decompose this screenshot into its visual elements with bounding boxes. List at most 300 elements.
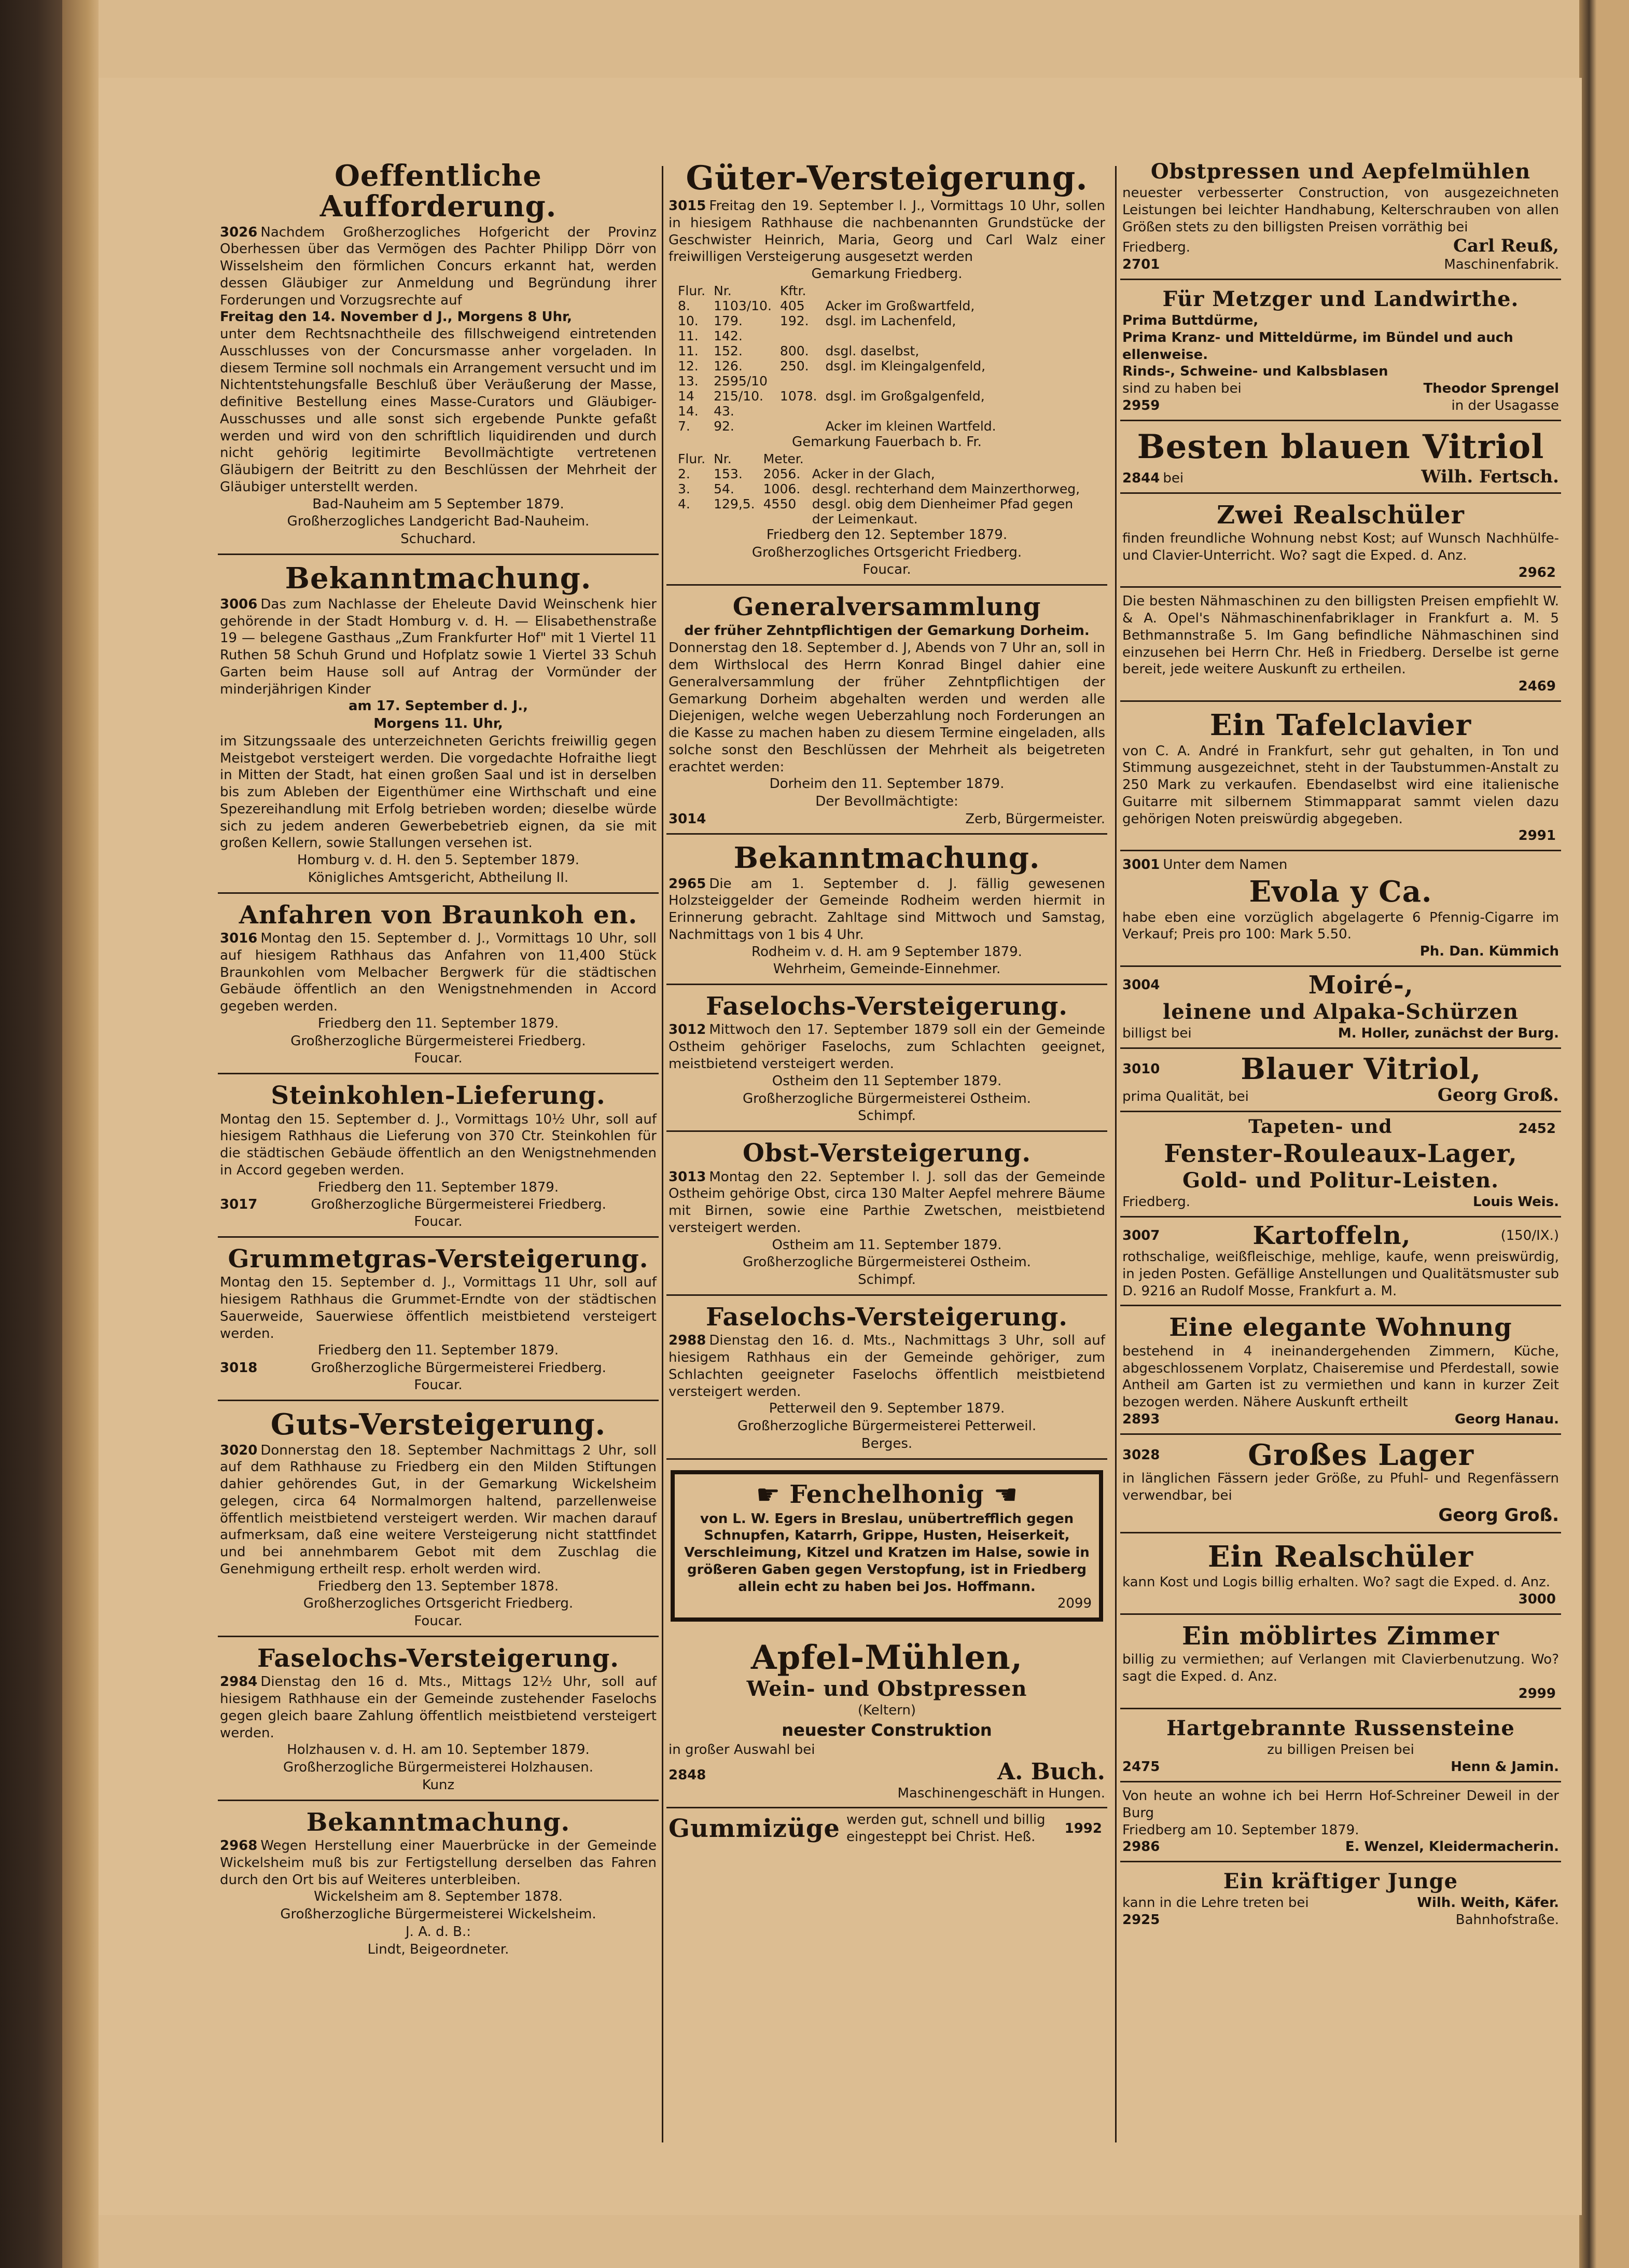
ad-signer: Foucar. xyxy=(414,1377,463,1393)
ad-number: 3028 xyxy=(1122,1447,1160,1463)
ad-signer: Wehrheim, Gemeinde-Einnehmer. xyxy=(773,961,1001,977)
ad-date: Morgens 11. Uhr, xyxy=(373,716,503,732)
ad-block xyxy=(1120,1309,1561,1434)
ad-firm: Carl Reuß, xyxy=(1453,236,1559,257)
ad-title: Bekanntmachung. xyxy=(306,1807,570,1837)
ad-signer: Zerb, Bürgermeister. xyxy=(965,811,1105,827)
ad-line: Rinds-, Schweine- und Kalbsblasen xyxy=(1122,364,1388,380)
ad-firm-sub: in der Usagasse xyxy=(1451,397,1559,413)
ad-place: Petterweil den 9. September 1879. xyxy=(769,1401,1005,1417)
column-header: Flur. xyxy=(678,451,706,466)
ad-title: Moiré-, xyxy=(1308,970,1414,1000)
ad-text: kann in die Lehre treten bei xyxy=(1122,1895,1309,1911)
ad-signer: Schimpf. xyxy=(858,1108,916,1124)
ad-text: Unter dem Namen xyxy=(1163,857,1288,873)
ad-title: Ein möblirtes Zimmer xyxy=(1182,1621,1499,1651)
ad-number: 3013 xyxy=(669,1169,706,1185)
column-rule xyxy=(662,166,663,2142)
ad-block xyxy=(666,1635,1107,1808)
ad-title: Bekanntmachung. xyxy=(285,561,592,596)
cell: 2595/10 xyxy=(714,373,768,389)
ad-text: rothschalige, weißfleischige, mehlige, kaufe, wenn preiswürdig, in jeden Posten. Gefällige Anstellungen und Qualitätsmuster sub D. 9216 an Rudolf Mosse, Frankfurt a. M. xyxy=(1122,1249,1559,1299)
ad-subtitle: Gold- und Politur-Leisten. xyxy=(1182,1168,1499,1193)
column-header: Meter. xyxy=(763,451,804,466)
pointing-hand-icon: ☚ xyxy=(993,1479,1018,1511)
ad-number: 3017 xyxy=(220,1197,258,1213)
ad-title: Ein Realschüler xyxy=(1207,1539,1474,1574)
cell: Acker im kleinen Wartfeld. xyxy=(825,418,996,434)
ad-text: unter dem Rechtsnachtheile des fillschweigend eintretenden Ausschlusses von der Concursmasse anher vorgeladen. In diesem Termine soll nochmals ein Arrangement versucht und im Nichtentstehungsfalle Beschluß über Veräußerung der Masse, definitive Bestellung eines Masse-Curators und Gläubiger-Ausschusses und alle sonst sich ergebende Punkte gefaßt werden und wird von den schriftlich liquidirenden und durch nicht gehörig legitimirte Bevollmächtigte vertretenen Gläubigern der Beitritt zu den Beschlüssen der Mehrheit der Gläubiger unterstellt werden. xyxy=(220,326,657,495)
ad-authority: Königliches Amtsgericht, Abtheilung II. xyxy=(308,869,569,886)
cell: 1103/10. xyxy=(714,298,772,313)
ad-firm: Georg Groß. xyxy=(1438,1504,1559,1526)
ad-firm-sub: Bahnhofstraße. xyxy=(1455,1912,1559,1928)
ad-title: Besten blauen Vitriol xyxy=(1137,427,1544,466)
ad-title-row xyxy=(1122,972,1559,998)
ad-title: Faselochs-Versteigerung. xyxy=(705,1302,1068,1332)
ad-text: Das zum Nachlasse der Eheleute David Weinschenk hier gehörende in der Stadt Homburg v. d. H. — Elisabethenstraße 19 — belegene Gasthaus „Zum Frankfurter Hof" mit 1 Viertel 11 Ruthen 58 Schuh Grund und Hofplatz sowie 1 Viertel 33 Schuh Garten beim Hause soll auf Antrag der Vormünder der minderjährigen Kinder xyxy=(220,596,657,697)
ad-block xyxy=(218,1077,659,1238)
cell xyxy=(776,328,822,343)
cell xyxy=(776,419,822,434)
ad-block xyxy=(218,897,659,1075)
ad-text: in länglichen Fässern jeder Größe, zu Pfuhl- und Regenfässern verwendbar, bei xyxy=(1122,1471,1559,1504)
ad-number: 2986 xyxy=(1122,1839,1160,1855)
ad-footer xyxy=(669,811,1105,828)
ad-footer xyxy=(1122,1194,1559,1211)
ad-number: 2959 xyxy=(1122,397,1160,413)
ad-text: billig zu vermiethen; auf Verlangen mit Clavierbenutzung. Wo? sagt die Exped. d. Anz. xyxy=(1122,1652,1559,1685)
ad-footer xyxy=(1122,1838,1559,1856)
ad-firm: Louis Weis. xyxy=(1472,1194,1559,1210)
ad-firm: Theodor Sprengel xyxy=(1423,381,1559,396)
cell: dsgl. im Lachenfeld, xyxy=(825,313,956,328)
cell: Acker im Großwartfeld, xyxy=(825,298,975,313)
ad-text: in großer Auswahl bei xyxy=(669,1741,815,1758)
ad-text: Montag den 15. September d. J., Vormittags 10 Uhr, soll auf hiesigem Rathhaus das Anfahren von 11,400 Stück Braunkohlen vom Melbacher Bergwerk für die städtischen Gebäude öffentlich an den Wenigstnehmenden in Accord gegeben werden. xyxy=(220,931,657,1015)
ad-body xyxy=(220,930,657,1015)
ad-firm-sub: Maschinenfabrik. xyxy=(1444,257,1559,273)
ad-line: Prima Buttdürme, xyxy=(1122,313,1259,328)
parcel-table xyxy=(674,451,1100,527)
cell xyxy=(776,374,822,389)
ad-text: kann Kost und Logis billig erhalten. Wo? sagt die Exped. d. Anz. xyxy=(1122,1574,1550,1591)
ad-firm: E. Wenzel, Kleidermacherin. xyxy=(1345,1839,1559,1855)
ad-body xyxy=(220,596,657,698)
ad-place: Friedberg den 13. September 1878. xyxy=(317,1578,559,1594)
ad-signer: Berges. xyxy=(861,1435,913,1451)
ad-block xyxy=(1120,156,1561,280)
ad-place: Ostheim den 11 September 1879. xyxy=(772,1073,1002,1089)
ad-title: Gummizüge xyxy=(669,1814,840,1843)
ad-title: Eine elegante Wohnung xyxy=(1169,1313,1512,1343)
ad-title: Zwei Realschüler xyxy=(1217,500,1465,530)
ad-body xyxy=(220,1837,657,1888)
ad-signer: Lindt, Beigeordneter. xyxy=(367,1941,509,1957)
ad-firm-sub: Maschinengeschäft in Hungen. xyxy=(897,1785,1105,1801)
table-row xyxy=(674,389,1000,404)
ad-place: Rodheim v. d. H. am 9 September 1879. xyxy=(751,944,1022,960)
table-header-row xyxy=(674,283,1000,298)
ad-number: 2988 xyxy=(669,1333,706,1349)
ad-block xyxy=(218,1241,659,1401)
cell xyxy=(776,404,822,419)
ad-block xyxy=(1120,1115,1561,1218)
ad-body xyxy=(220,1442,657,1578)
cell: 11. xyxy=(678,328,699,343)
ad-block xyxy=(666,156,1107,586)
ad-signer: Schuchard. xyxy=(400,531,476,547)
ad-place: Friedberg am 10. September 1879. xyxy=(1122,1822,1359,1838)
cell: 192. xyxy=(779,313,809,328)
column-header: Nr. xyxy=(714,451,732,466)
cell: 142. xyxy=(714,328,743,343)
ad-block xyxy=(1120,1712,1561,1783)
table-row xyxy=(674,404,1000,419)
cell: Acker in der Glach, xyxy=(812,466,935,481)
ad-title: Evola y Ca. xyxy=(1249,874,1432,909)
ad-title: Für Metzger und Landwirthe. xyxy=(1162,287,1519,311)
cell: 13. xyxy=(678,373,699,389)
page-edge-right xyxy=(1579,0,1629,2268)
ad-place: Dorheim den 11. September 1879. xyxy=(769,776,1005,792)
cell: 43. xyxy=(714,403,734,419)
cell: 2056. xyxy=(763,466,801,481)
ad-number: 2452 xyxy=(1518,1121,1556,1137)
column-header: Kftr. xyxy=(779,283,806,298)
ad-place: Friedberg. xyxy=(1122,1194,1190,1210)
cell: 2. xyxy=(678,466,690,481)
ad-number: 3014 xyxy=(669,811,706,827)
ad-text: von C. A. André in Frankfurt, sehr gut gehalten, in Ton und Stimmung ausgezeichnet, steht in der Taubstummen-Anstalt zu 250 Mark zu verkaufen. Ebendaselbst wird eine italienische Guitarre mit silbernem Stimmapparat sammt vielen dazu gehörigen Noten preiswürdig abgegeben. xyxy=(1122,743,1559,827)
ad-firm: Georg Hanau. xyxy=(1454,1411,1559,1427)
ad-block xyxy=(1120,1537,1561,1615)
cell: dsgl. daselbst, xyxy=(825,343,920,358)
ad-text: Donnerstag den 18. September Nachmittags 2 Uhr, soll auf dem Rathhause zu Friedberg ein den Milden Stiftungen dahier gehörendes Gut, in der Gemarkung Wickelsheim gelegen, circa 64 Normalmorgen haltend, parzellenweise öffentlich meistbietend versteigert werden. Wir machen darauf aufmerksam, daß eine weitere Versteigerung nicht stattfindet und bei annehmbarem Gebot mit dem Zuschlag die Genehmigung ertheilt resp. erholt werden wird. xyxy=(220,1442,657,1577)
ad-authority: Großherzogliche Bürgermeisterei Friedberg. xyxy=(311,1197,606,1213)
table-row xyxy=(674,328,1000,343)
ad-text: werden gut, schnell und billig eingesteppt bei Christ. Heß. xyxy=(846,1812,1046,1845)
cell: 1078. xyxy=(779,388,817,404)
ad-footer xyxy=(1122,380,1559,397)
ad-block xyxy=(218,1804,659,1964)
ad-footer xyxy=(1122,1894,1559,1912)
table-row xyxy=(674,466,1100,481)
table-header-row xyxy=(674,451,1100,466)
ad-footer xyxy=(1122,466,1559,487)
table-row xyxy=(674,343,1000,358)
ad-footer xyxy=(220,1360,657,1377)
column-header: Nr. xyxy=(714,283,732,298)
ad-authority: Großherzogliche Bürgermeisterei Ostheim. xyxy=(743,1254,1031,1270)
ad-firm: M. Holler, zunächst der Burg. xyxy=(1338,1026,1559,1042)
ad-text: habe eben eine vorzüglich abgelagerte 6 Pfennig-Cigarre im Verkauf; Preis pro 100: Mark 5.50. xyxy=(1122,909,1559,943)
cell: 800. xyxy=(779,343,809,358)
ad-number: 3000 xyxy=(1518,1592,1556,1608)
ad-number: 3001 xyxy=(1122,857,1160,873)
ad-line: sind zu haben bei xyxy=(1122,381,1242,396)
cell: 126. xyxy=(714,358,743,374)
ad-text: Donnerstag den 18. September d. J, Abends von 7 Uhr an, soll in dem Wirthslocal des Herrn Konrad Bingel dahier eine Generalversammlung der früher Zehntpflichtigen der Gemarkung Dorheim abgehalten werden und werden alle Diejenigen, welche wegen Ueberzahlung noch Forderungen an die Kasse zu machen haben zu diesem Termine eingeladen, alls solche sonst den Beschlüssen der Mehrheit als beigetreten erachtet werden: xyxy=(669,640,1105,775)
ad-signer: Foucar. xyxy=(414,1050,463,1067)
ad-number: 3026 xyxy=(220,224,258,240)
ad-footer xyxy=(1122,236,1559,256)
ad-firm: A. Buch. xyxy=(997,1758,1105,1785)
ad-title: Anfahren von Braunkoh en. xyxy=(239,900,638,930)
cell: dsgl. im Großgalgenfeld, xyxy=(825,388,985,404)
ad-title: Blauer Vitriol, xyxy=(1241,1052,1482,1087)
ad-text: Wegen Herstellung einer Mauerbrücke in der Gemeinde Wickelsheim muß bis zur Fertigstellung derselben das Fahren durch den Ort bis auf Weiteres unterbleiben. xyxy=(220,1838,657,1888)
ad-number: 2475 xyxy=(1122,1759,1160,1775)
ad-authority: Großherzogliches Landgericht Bad-Nauheim. xyxy=(287,514,590,530)
ad-footer xyxy=(1122,1411,1559,1428)
ad-body xyxy=(220,224,657,309)
ad-block xyxy=(1120,1221,1561,1307)
ad-title: leinene und Alpaka-Schürzen xyxy=(1163,1000,1519,1025)
ad-firm: Wilh. Fertsch. xyxy=(1421,466,1559,487)
ad-number: 2991 xyxy=(1518,828,1556,844)
ad-role: Der Bevollmächtigte: xyxy=(815,794,958,810)
ad-block xyxy=(1120,1786,1561,1862)
ad-title-row xyxy=(1122,1117,1559,1138)
ad-block xyxy=(1120,854,1561,967)
ad-code: (150/IX.) xyxy=(1500,1227,1559,1243)
ad-block xyxy=(1120,591,1561,702)
ad-text: Von heute an wohne ich bei Herrn Hof-Schreiner Deweil in der Burg xyxy=(1122,1788,1559,1821)
ad-block xyxy=(1120,705,1561,851)
ad-block xyxy=(666,589,1107,835)
ad-footer xyxy=(1122,1085,1559,1105)
ad-number: 3006 xyxy=(220,596,258,612)
framed-ad xyxy=(671,1470,1103,1622)
ad-number: 2893 xyxy=(1122,1411,1160,1427)
ad-text: finden freundliche Wohnung nebst Kost; auf Wunsch Nachhülfe- und Clavier-Unterricht. Wo? sagt die Exped. d. Anz. xyxy=(1122,531,1559,563)
ad-signer: Foucar. xyxy=(862,562,911,578)
ad-title: Kartoffeln, xyxy=(1252,1221,1411,1250)
ad-title: Faselochs-Versteigerung. xyxy=(705,992,1068,1021)
pointing-hand-icon: ☛ xyxy=(756,1479,781,1511)
ad-firm: Ph. Dan. Kümmich xyxy=(1419,944,1559,960)
cell: 1006. xyxy=(763,481,801,496)
ad-signer: Foucar. xyxy=(414,1214,463,1230)
ad-authority: Großherzogliche Bürgermeisterei Ostheim. xyxy=(743,1090,1031,1107)
ad-footer xyxy=(669,1759,1105,1785)
column-1 xyxy=(218,156,659,2148)
ad-text: Nachdem Großherzogliches Hofgericht der Provinz Oberhessen über das Vermögen des Pachter Philipp Dörr von Wisselsheim den förmlichen Concurs erkannt hat, werden dessen Gläubiger zur Anmeldung und Begründung ihrer Forderungen und Vorzugsrechte auf xyxy=(220,224,657,308)
cell: 92. xyxy=(714,418,734,434)
ad-text: Montag den 15. September d. J., Vormittags 10½ Uhr, soll auf hiesigem Rathhaus die Lieferung von 370 Ctr. Steinkohlen für die städtischen Gebäude öffentlich an den Wenigstnehmenden in Accord gegeben werden. xyxy=(220,1111,657,1178)
ad-date: am 17. September d. J., xyxy=(348,698,528,714)
ad-number: 3007 xyxy=(1122,1227,1160,1243)
ad-place: Homburg v. d. H. den 5. September 1879. xyxy=(297,852,580,868)
ad-title: Obst-Versteigerung. xyxy=(742,1139,1032,1168)
ad-subtitle: neuester Construktion xyxy=(782,1720,992,1740)
ad-title: Güter-Versteigerung. xyxy=(686,159,1088,198)
ad-body xyxy=(669,1169,1105,1237)
ad-block xyxy=(666,1811,1107,1846)
ad-text: Montag den 22. September l. J. soll das der Gemeinde Ostheim gehörige Obst, circa 130 Malter Aepfel mehrere Bäume mit Birnen, sowie eine Parthie Zwetschen, meistbietend versteigert werden. xyxy=(669,1169,1105,1236)
ad-text: zu billigen Preisen bei xyxy=(1267,1741,1414,1758)
ad-authority: Großherzogliche Bürgermeisterei Petterweil. xyxy=(737,1418,1037,1434)
ad-block xyxy=(218,156,659,555)
ad-number: 2984 xyxy=(220,1674,258,1690)
ad-number: 2999 xyxy=(1518,1685,1556,1702)
ad-block xyxy=(666,838,1107,985)
ad-number: 2848 xyxy=(669,1767,706,1783)
ad-block xyxy=(218,1640,659,1801)
ad-footer xyxy=(1122,1025,1559,1042)
ad-footer xyxy=(1122,397,1559,414)
page-edge-left xyxy=(62,0,99,2268)
ad-number: 3018 xyxy=(220,1360,258,1376)
column-3 xyxy=(1120,156,1561,2148)
ad-signer: Kunz xyxy=(422,1777,455,1793)
ad-date: Freitag den 14. November d J., Morgens 8 Uhr, xyxy=(220,309,573,325)
cell: 14. xyxy=(678,403,699,419)
ad-title: Fenchelhonig xyxy=(789,1480,984,1510)
ad-title: Ein Tafelclavier xyxy=(1209,708,1472,742)
ad-text: Die besten Nähmaschinen zu den billigsten Preisen empfiehlt W. & A. Opel's Nähmaschinenfabriklager in Frankfurt a. M. 5 Bethmannstraße 5. Im Gang befindliche Nähmaschinen sind einzusehen bei Herrn Chr. Heß in Friedberg. Derselbe ist gerne bereit, jede weitere Auskunft zu ertheilen. xyxy=(1122,593,1559,677)
cell: 11. xyxy=(678,343,699,358)
ad-subtitle: der früher Zehntpflichtigen der Gemarkung Dorheim. xyxy=(684,623,1090,639)
ad-text: Mittwoch den 17. September 1879 soll ein der Gemeinde Ostheim gehöriger Faselochs, zum Schlachten geeignet, meistbietend versteigert werden. xyxy=(669,1022,1105,1072)
ad-place: Holzhausen v. d. H. am 10. September 1879. xyxy=(287,1742,590,1758)
cell: 153. xyxy=(714,466,743,481)
ad-place: Bad-Nauheim am 5 September 1879. xyxy=(312,496,564,512)
ad-number: 3004 xyxy=(1122,977,1160,993)
ad-title: Hartgebrannte Russensteine xyxy=(1166,1716,1515,1740)
ad-signer: Schimpf. xyxy=(858,1272,916,1288)
ad-number: 2965 xyxy=(669,876,706,892)
ad-authority: Großherzogliches Ortsgericht Friedberg. xyxy=(751,544,1022,560)
ad-text: prima Qualität, bei xyxy=(1122,1088,1249,1104)
ad-signer: J. A. d. B.: xyxy=(406,1924,471,1940)
ad-place: Friedberg. xyxy=(1122,240,1190,256)
book-binding xyxy=(0,0,62,2268)
ad-block xyxy=(666,988,1107,1132)
ad-number: 1992 xyxy=(1064,1820,1102,1836)
table-row xyxy=(674,374,1000,389)
ad-block xyxy=(1120,1865,1561,1934)
ad-number: 2099 xyxy=(1057,1596,1092,1612)
ad-text: billigst bei xyxy=(1122,1026,1192,1042)
ad-title: Grummetgras-Versteigerung. xyxy=(228,1244,649,1274)
ad-number: 3020 xyxy=(220,1442,258,1458)
ad-footer xyxy=(1122,1759,1559,1776)
cell: 14 xyxy=(678,388,694,404)
ad-title: Ein kräftiger Junge xyxy=(1223,1869,1458,1894)
ad-text: Dienstag den 16. d. Mts., Nachmittags 3 Uhr, soll auf hiesigem Rathhaus ein der Gemeinde gehöriger, zum Schlachten geeigneter Faselochs öffentlich meistbietend versteigert werden. xyxy=(669,1333,1105,1400)
ad-title: Fenster-Rouleaux-Lager, xyxy=(1164,1139,1517,1168)
parcel-table xyxy=(674,283,1000,434)
cell: 179. xyxy=(714,313,743,328)
ad-footer xyxy=(220,1196,657,1213)
ad-number: 2701 xyxy=(1122,257,1160,273)
column-header: Flur. xyxy=(678,283,706,298)
gemarkung-heading: Gemarkung Fauerbach b. Fr. xyxy=(792,434,982,450)
cell: 4. xyxy=(678,496,690,511)
ad-signer: Foucar. xyxy=(414,1613,463,1629)
ad-place: Ostheim am 11. September 1879. xyxy=(772,1237,1002,1253)
ad-title: Bekanntmachung. xyxy=(733,840,1040,875)
ad-text: neuester verbesserter Construction, von ausgezeichneten Leistungen bei leichter Handhabung, Kelterschrauben von allen Größen stets zu den billigsten Preisen vorräthig bei xyxy=(1122,185,1559,235)
table-row xyxy=(674,298,1000,313)
ad-text: bestehend in 4 ineinandergehenden Zimmern, Küche, abgeschlossenem Vorplatz, Chaiseremise und Pferdestall, sowie Antheil am Garten ist zu vermiethen und kann in kurzer Zeit bezogen werden. Nähere Auskunft ertheilt xyxy=(1122,1343,1559,1410)
cell: 8. xyxy=(678,298,690,313)
cell: 152. xyxy=(714,343,743,358)
cell xyxy=(822,328,1000,343)
ad-block xyxy=(218,558,659,894)
cell: 215/10. xyxy=(714,388,764,404)
ad-number: 2469 xyxy=(1518,679,1556,695)
cell: 10. xyxy=(678,313,699,328)
cell: 405 xyxy=(779,298,805,313)
ad-text: im Sitzungssaale des unterzeichneten Gerichts freiwillig gegen Meistgebot versteigert werden. Die vorgedachte Hofraithe liegt in Mitten der Stadt, hat einen großen Saal und ist in derselben bis zum Ableben der Eigenthümer eine Wirthschaft und eine Spezereihandlung mit Erfolg betrieben worden; dieselbe würde sich zu jedem anderen Gewerbebetrieb eignen, da sie mit großen Kellern, sowie Stallungen versehen ist. xyxy=(220,733,657,851)
ad-number: 2844 xyxy=(1122,470,1160,486)
ad-block xyxy=(1120,1438,1561,1533)
ad-title: Generalversammlung xyxy=(732,592,1041,622)
ad-title: Apfel-Mühlen, xyxy=(750,1638,1023,1678)
cell: dsgl. im Kleingalgenfeld, xyxy=(825,358,986,374)
ad-text: Montag den 15. September d. J., Vormittags 11 Uhr, soll auf hiesigem Rathhaus die Grummet-Erndte von der städtischen Sauerweide, Sauerwiese öffentlich meistbietend versteigert werden. xyxy=(220,1275,657,1342)
ad-title-row xyxy=(682,1479,1092,1511)
cell: 7. xyxy=(678,418,690,434)
ad-block xyxy=(1120,970,1561,1049)
ad-place: Friedberg den 11. September 1879. xyxy=(317,1343,559,1359)
ad-title: Faselochs-Versteigerung. xyxy=(257,1643,620,1673)
ad-authority: Großherzogliche Bürgermeisterei Friedberg. xyxy=(290,1033,586,1049)
ad-text: Die am 1. September d. J. fällig gewesenen Holzsteiggelder der Gemeinde Rodheim werden hiermit in Erinnerung gebracht. Zahltage sind Mittwoch und Samstag, Nachmittags von 1 bis 4 Uhr. xyxy=(669,876,1105,943)
ad-title-row xyxy=(1122,1054,1559,1085)
ad-number: 3016 xyxy=(220,931,258,947)
ad-footer xyxy=(1122,1912,1559,1929)
ad-title: Steinkohlen-Lieferung. xyxy=(271,1081,606,1111)
ad-block xyxy=(1120,424,1561,494)
ad-block xyxy=(218,1404,659,1637)
ad-firm: Henn & Jamin. xyxy=(1451,1759,1559,1775)
ad-body xyxy=(669,1021,1105,1072)
ad-body xyxy=(669,1332,1105,1400)
table-row xyxy=(674,313,1000,328)
ad-number: 3010 xyxy=(1122,1061,1160,1077)
ad-body xyxy=(669,876,1105,944)
ad-place: Friedberg den 12. September 1879. xyxy=(766,527,1008,543)
ad-firm: Georg Groß. xyxy=(1437,1084,1559,1105)
gemarkung-heading: Gemarkung Friedberg. xyxy=(811,266,963,282)
ad-authority: Großherzogliches Ortsgericht Friedberg. xyxy=(303,1596,574,1612)
table-row xyxy=(674,419,1000,434)
table-row xyxy=(674,358,1000,374)
ad-block xyxy=(666,1463,1107,1633)
ad-block xyxy=(1120,497,1561,588)
ad-number: 3015 xyxy=(669,198,706,214)
ad-title: Tapeten- und xyxy=(1248,1115,1393,1138)
cell: 250. xyxy=(779,358,809,374)
ad-subtitle: (Keltern) xyxy=(857,1703,916,1719)
cell xyxy=(822,374,1000,389)
ad-block xyxy=(1120,1618,1561,1709)
ad-subtitle: Wein- und Obstpressen xyxy=(746,1677,1027,1702)
ad-authority: Großherzogliche Bürgermeisterei Friedberg. xyxy=(311,1360,606,1376)
ad-title: Obstpressen und Aepfelmühlen xyxy=(1150,159,1531,184)
ad-text: Dienstag den 16 d. Mts., Mittags 12½ Uhr, soll auf hiesigem Rathhause ein der Gemeinde zustehender Faselochs gegen gleich baare Zahlung öffentlich meistbietend versteigert werden. xyxy=(220,1674,657,1741)
ad-title: Oeffentliche Aufforderung. xyxy=(319,159,557,224)
cell: desgl. rechterhand dem Mainzerthorweg, xyxy=(812,481,1080,496)
cell: 129,5. xyxy=(714,496,755,511)
ad-block xyxy=(666,1299,1107,1460)
table-row xyxy=(674,496,1100,527)
ad-text: von L. W. Egers in Breslau, unübertrefflich gegen Schnupfen, Katarrh, Grippe, Husten, Heiserkeit, Verschleimung, Kitzel und Kratzen im Halse, sowie in größeren Gaben gegen Verstopfung, ist in Friedberg allein echt zu haben bei Jos. Hoffmann. xyxy=(684,1511,1090,1595)
